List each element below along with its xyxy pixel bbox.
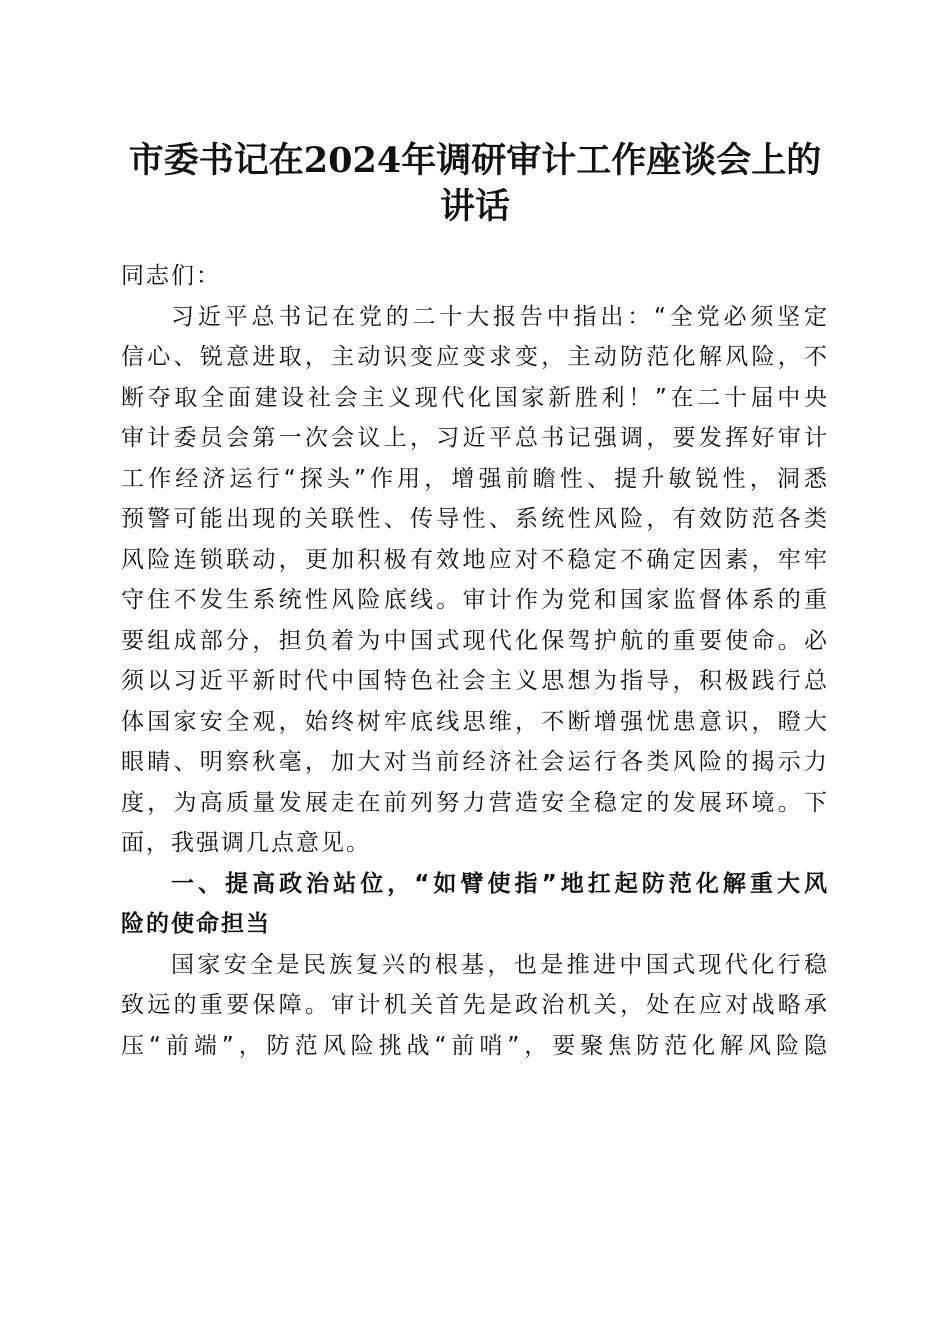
paragraph-line: 工作经济运行“探头”作用，增强前瞻性、提升敏锐性，洞悉 [121,465,829,492]
paragraph-line: 风险连锁联动，更加积极有效地应对不稳定不确定因素，牢牢 [121,546,829,573]
greeting-line: 同志们： [121,263,221,289]
paragraph-line: 国家安全是民族复兴的根基，也是推进中国式现代化行稳 [171,951,829,978]
greeting [121,256,829,297]
paragraph-line: 致远的重要保障。审计机关首先是政治机关，处在应对战略承 [121,992,829,1018]
paragraph-line: 度，为高质量发展走在前列努力营造安全稳定的发展环境。下 [121,789,829,816]
document-title [100,138,850,230]
paragraph-line: 眼睛、明察秋毫，加大对当前经济社会运行各类风险的揭示力 [121,749,829,775]
paragraph-line: 要组成部分，担负着为中国式现代化保驾护航的重要使命。必 [121,627,829,654]
title-line: 讲话 [439,186,510,227]
paragraph-1 [121,297,829,864]
paragraph-line: 面，我强调几点意见。 [121,830,371,856]
paragraph-line: 守住不发生系统性风险底线。审计作为党和国家监督体系的重 [121,587,829,613]
title-line: 市委书记在2024年调研审计工作座谈会上的 [128,140,822,181]
paragraph-line: 断夺取全面建设社会主义现代化国家新胜利！”在二十届中央 [121,384,829,411]
paragraph-line: 预警可能出现的关联性、传导性、系统性风险，有效防范各类 [121,506,829,532]
paragraph-2 [121,945,829,1067]
paragraph-line: 审计委员会第一次会议上，习近平总书记强调，要发挥好审计 [121,425,829,451]
paragraph-line: 压“前端”，防范风险挑战“前哨”，要聚焦防范化解风险隐 [121,1032,829,1059]
paragraph-line: 习近平总书记在党的二十大报告中指出：“全党必须坚定 [171,303,829,330]
paragraph-line: 信心、锐意进取，主动识变应变求变，主动防范化解风险，不 [121,344,829,370]
paragraph-line: 须以习近平新时代中国特色社会主义思想为指导，积极践行总 [121,668,829,694]
paragraph-line: 体国家安全观，始终树牢底线思维，不断增强忧患意识，瞪大 [121,708,829,735]
heading-line: 一、提高政治站位，“如臂使指”地扛起防范化解重大风 [171,870,829,897]
heading-line: 险的使命担当 [121,911,271,937]
section-heading-1 [121,864,829,945]
document-body [121,256,829,1066]
